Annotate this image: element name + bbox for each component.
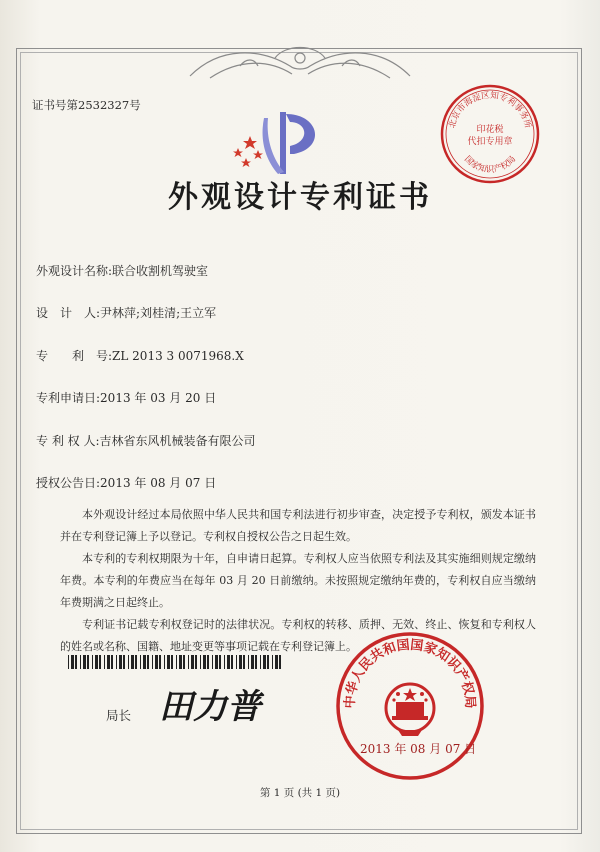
seal-ring-text: 中华人民共和国国家知识产权局 <box>342 637 478 709</box>
director-title: 局长 <box>106 708 132 723</box>
top-ornament-icon <box>180 36 420 86</box>
certificate-title: 外观设计专利证书 <box>168 180 432 215</box>
body-paragraph-2: 本专利的专利权期限为十年，自申请日起算。专利权人应当依照专利法及其实施细则规定缴纳年费。本专利的年费应当在每年 03 月 20 日前缴纳。未按照规定缴纳年费的，专利权自应当缴纳年费期满之日起终止。 <box>60 552 536 609</box>
grant-date-row <box>36 474 216 491</box>
designer-value: 尹林萍;刘桂清;王立军 <box>100 306 217 320</box>
patentee-value: 吉林省东风机械装备有限公司 <box>99 434 256 448</box>
design-name-row <box>36 262 208 279</box>
top-stamp-bottom-text: 国家知识产权局 <box>461 154 519 175</box>
patentee-label: 专 利 权 人: <box>36 434 100 448</box>
designer-row <box>36 304 216 321</box>
patent-number-label: 专 利 号: <box>36 349 113 363</box>
director-signature-icon <box>140 682 280 730</box>
patent-number-value: ZL 2013 3 0071968.X <box>112 349 244 363</box>
filing-date-value: 2013 年 03 月 20 日 <box>100 391 217 405</box>
tax-seal-stamp-icon <box>438 82 542 186</box>
patentee-row <box>36 432 256 449</box>
body-paragraph-1: 本外观设计经过本局依照中华人民共和国专利法进行初步审查，决定授予专利权，颁发本证书并在专利登记簿上予以登记。专利权自授权公告之日起生效。 <box>60 508 536 543</box>
grant-date-label: 授权公告日: <box>36 476 101 490</box>
designer-label: 设 计 人: <box>36 306 101 320</box>
signature-name: 田力普 <box>159 687 261 727</box>
body-paragraph-3: 专利证书记载专利权登记时的法律状况。专利权的转移、质押、无效、终止、恢复和专利权人的姓名或名称、国籍、地址变更等事项记载在专利登记簿上。 <box>60 618 536 653</box>
patent-number-row <box>36 347 244 364</box>
seal-date: 2013 年 08 月 07 日 <box>360 742 477 756</box>
barcode-icon <box>68 655 284 669</box>
top-stamp-center-1: 印花税 <box>476 125 504 135</box>
svg-text:国家知识产权局 <box>462 154 518 175</box>
page-footer: 第 1 页 (共 1 页) <box>259 787 341 799</box>
top-stamp-ring-text: 北京市海淀区知专利事务所 <box>447 90 533 130</box>
top-stamp-center-2: 代扣专用章 <box>467 137 513 147</box>
design-name-label: 外观设计名称: <box>36 264 113 278</box>
official-seal-stamp-icon <box>334 630 486 782</box>
patent-office-logo-icon <box>228 108 336 180</box>
national-emblem-icon <box>386 684 434 736</box>
grant-date-value: 2013 年 08 月 07 日 <box>100 476 217 490</box>
filing-date-label: 专利申请日: <box>36 391 101 405</box>
design-name-value: 联合收割机驾驶室 <box>112 264 209 278</box>
filing-date-row <box>36 389 216 406</box>
certificate-number: 证书号第2532327号 <box>32 98 141 112</box>
